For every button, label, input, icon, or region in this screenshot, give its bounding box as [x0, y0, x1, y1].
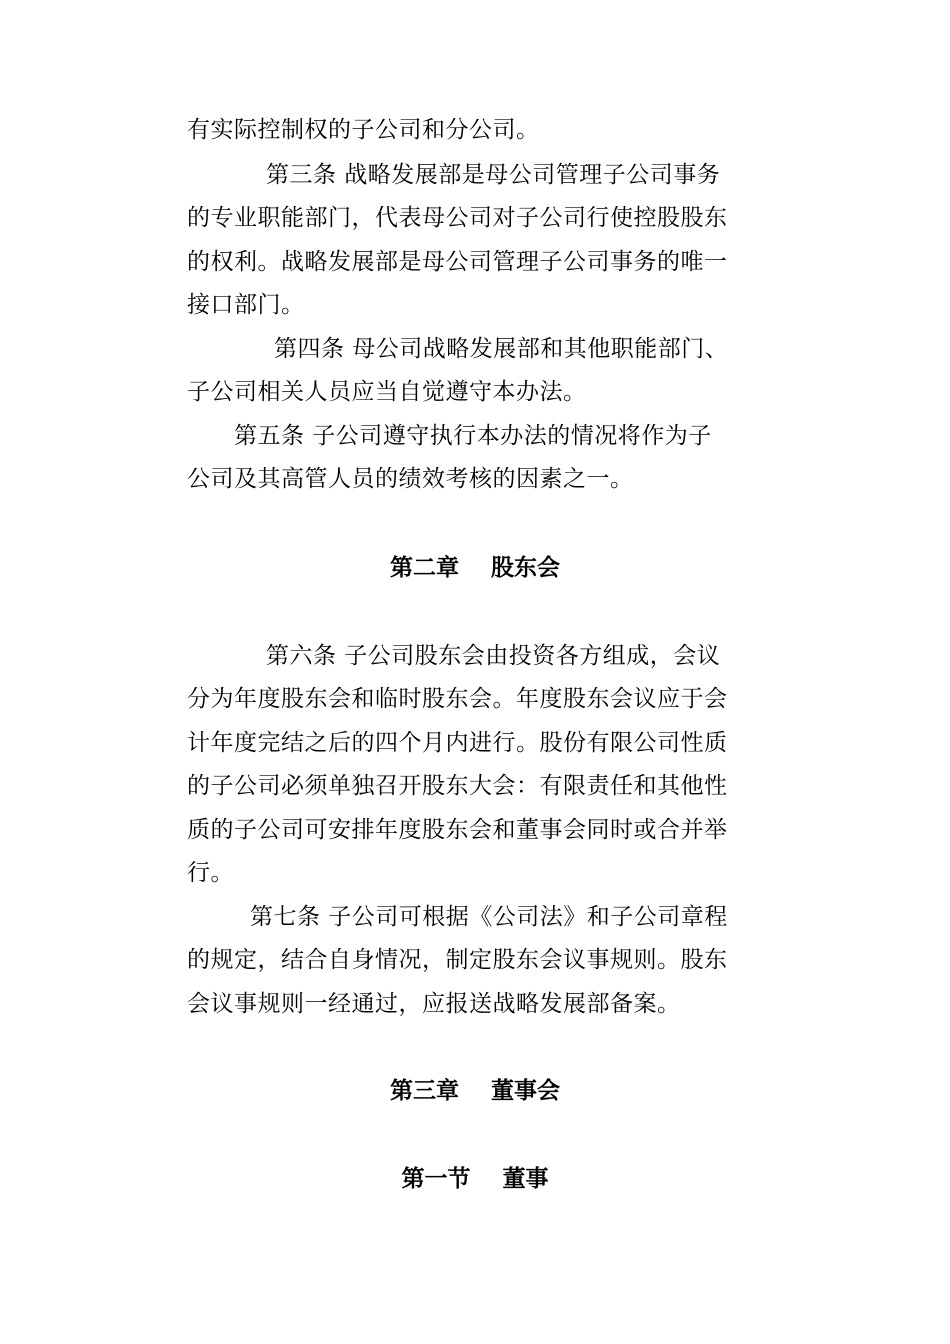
article-3-line: 第三条 战略发展部是母公司管理子公司事务	[266, 162, 721, 188]
paragraph-line: 的规定，结合自身情况，制定股东会议事规则。股东	[187, 947, 728, 973]
article-4-line: 第四条 母公司战略发展部和其他职能部门、	[274, 336, 729, 362]
article-5-line: 第五条 子公司遵守执行本办法的情况将作为子	[234, 423, 712, 449]
paragraph-line: 行。	[187, 860, 234, 886]
paragraph-line: 质的子公司可安排年度股东会和董事会同时或合并举	[187, 817, 728, 843]
paragraph-line: 有实际控制权的子公司和分公司。	[187, 117, 540, 143]
paragraph-line: 计年度完结之后的四个月内进行。股份有限公司性质	[187, 730, 728, 756]
paragraph-line: 的权利。战略发展部是母公司管理子公司事务的唯一	[187, 249, 728, 275]
paragraph-line: 接口部门。	[187, 292, 305, 318]
section-1-heading: 第一节 董事	[401, 1166, 549, 1192]
article-6-line: 第六条 子公司股东会由投资各方组成，会议	[266, 643, 721, 669]
paragraph-line: 公司及其高管人员的绩效考核的因素之一。	[187, 466, 634, 492]
paragraph-line: 会议事规则一经通过，应报送战略发展部备案。	[187, 991, 681, 1017]
paragraph-line: 的专业职能部门，代表母公司对子公司行使控股股东	[187, 205, 728, 231]
paragraph-line: 的子公司必须单独召开股东大会：有限责任和其他性	[187, 773, 728, 799]
paragraph-line: 分为年度股东会和临时股东会。年度股东会议应于会	[187, 686, 728, 712]
paragraph-line: 子公司相关人员应当自觉遵守本办法。	[187, 379, 587, 405]
article-7-line: 第七条 子公司可根据《公司法》和子公司章程	[250, 904, 728, 930]
chapter-2-heading: 第二章 股东会	[389, 555, 561, 581]
chapter-3-heading: 第三章 董事会	[389, 1078, 561, 1104]
